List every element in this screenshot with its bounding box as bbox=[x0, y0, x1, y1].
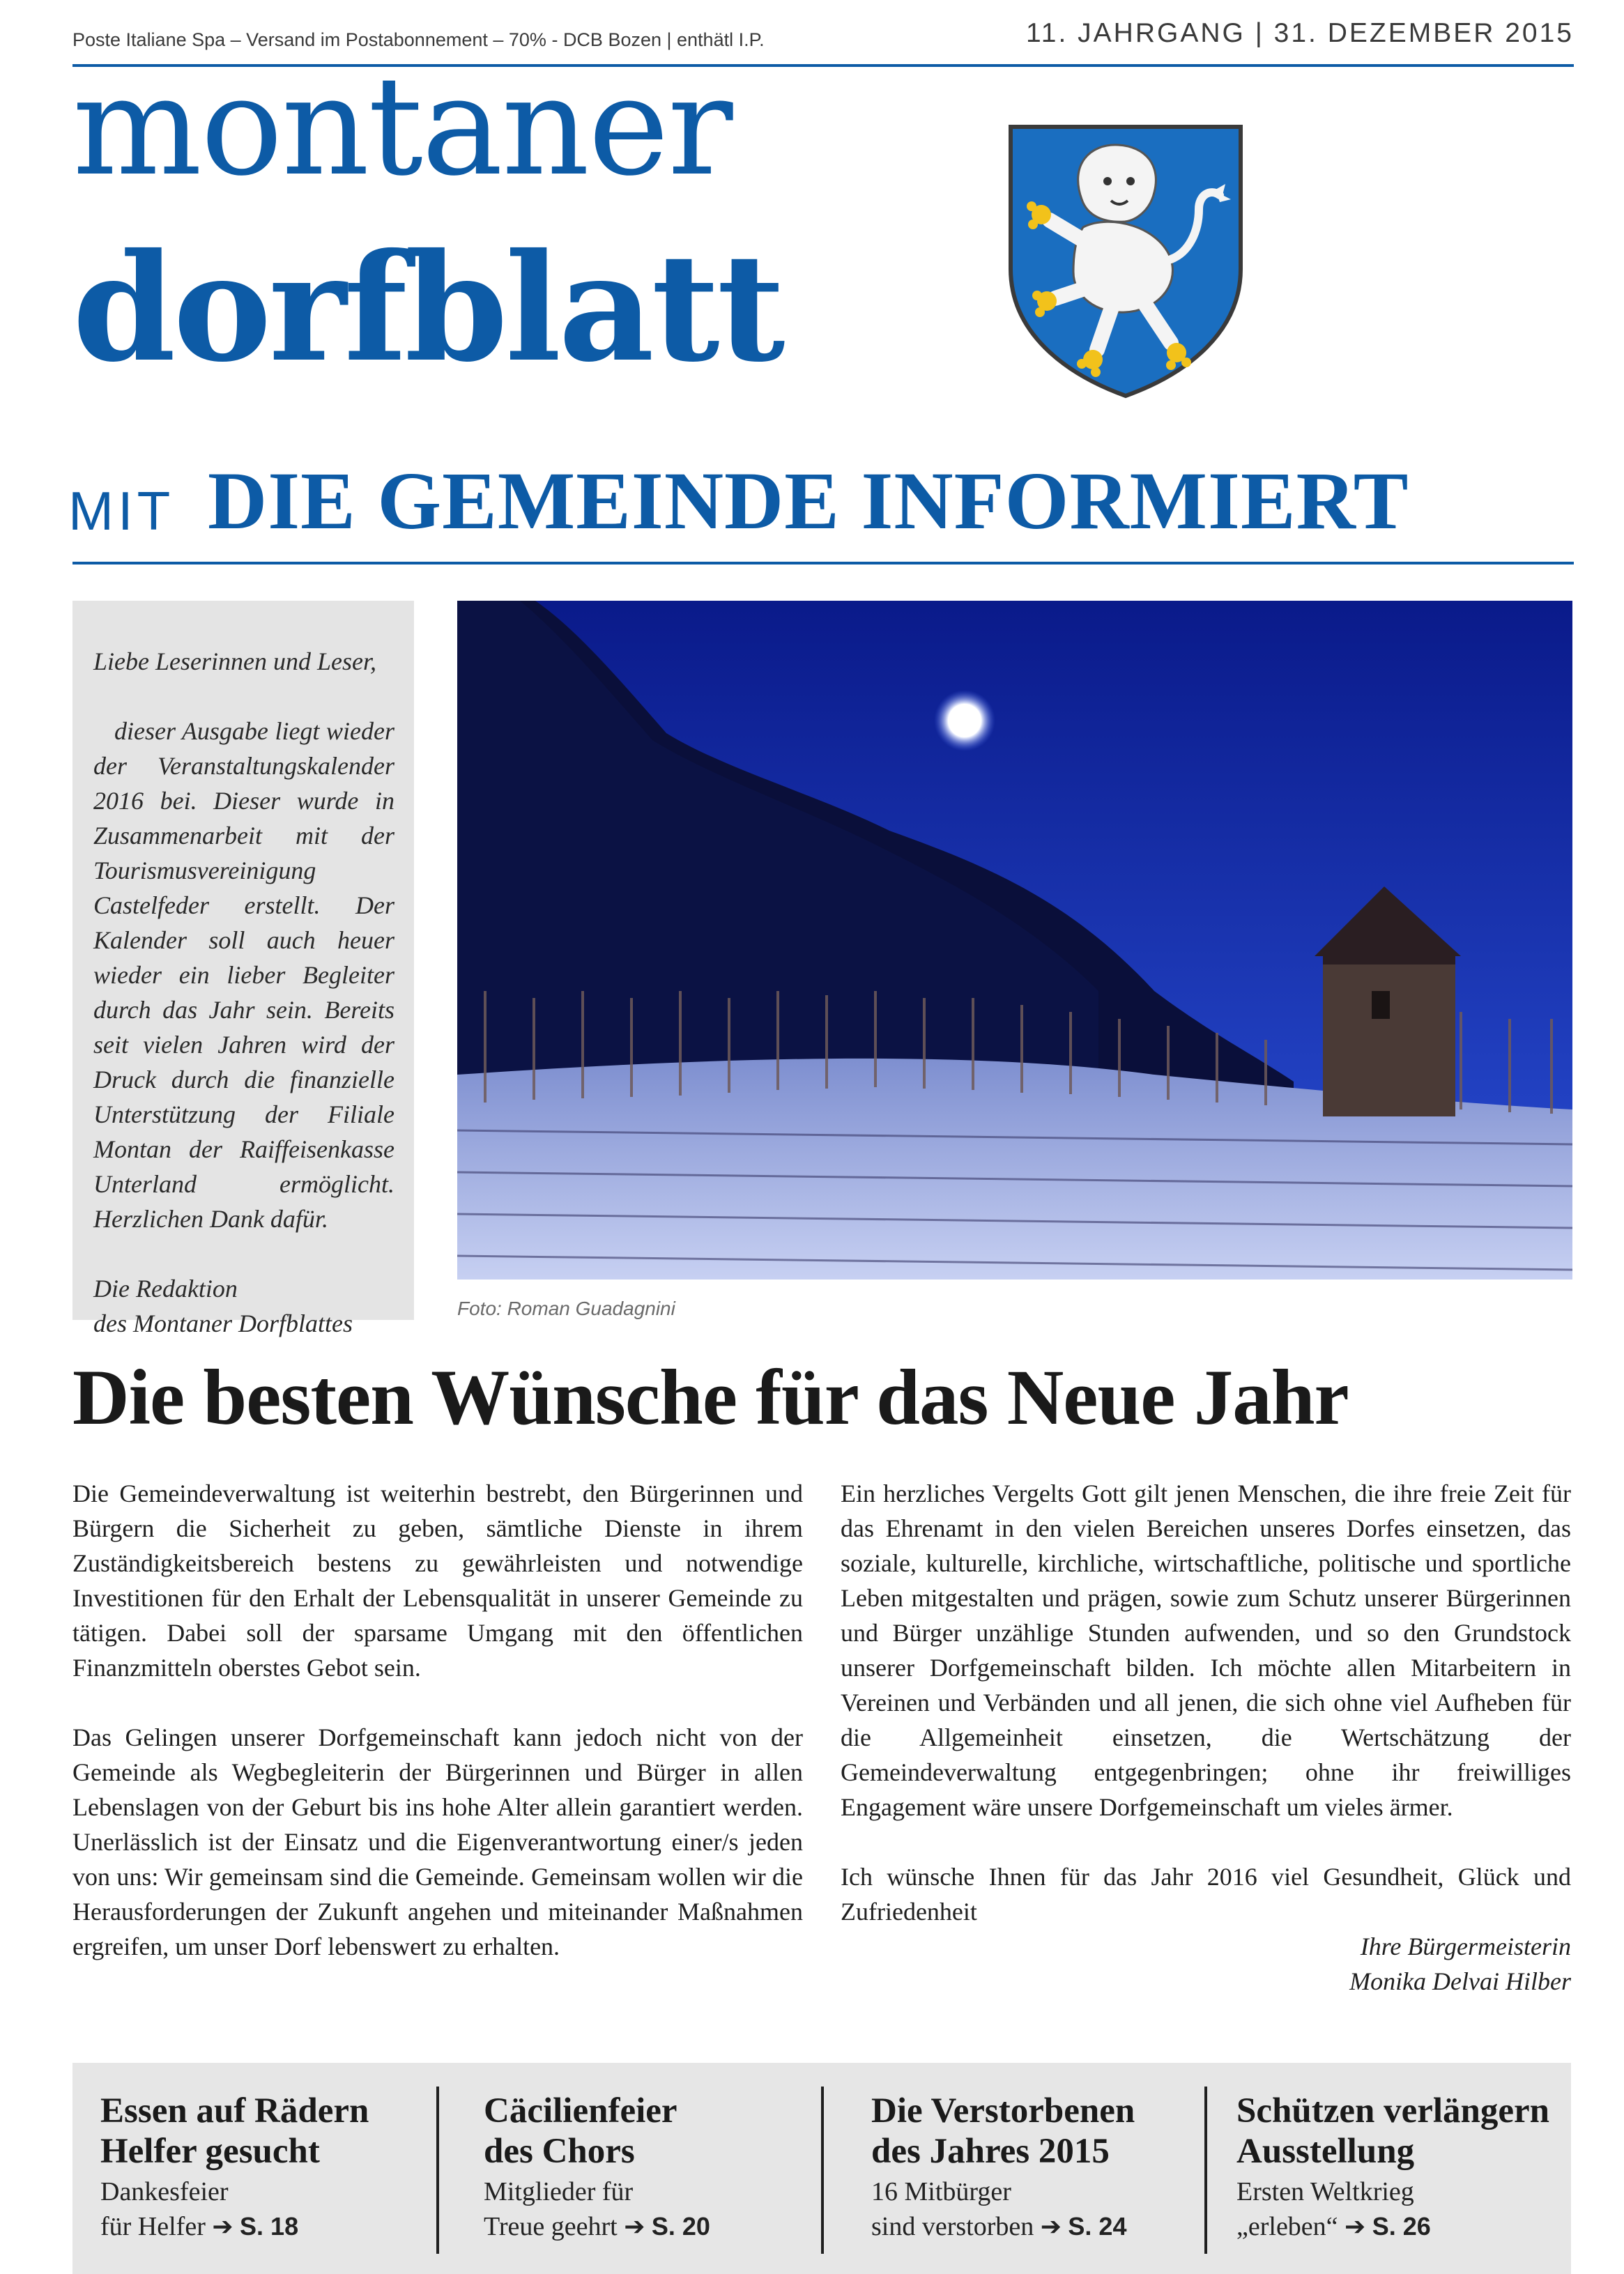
teaser-subtitle-text: Treue geehrt bbox=[484, 2212, 618, 2241]
article-column-left bbox=[72, 1476, 803, 1999]
teaser-item[interactable] bbox=[871, 2091, 1135, 2245]
teaser-subtitle bbox=[484, 2174, 710, 2245]
teaser-subtitle-line1: Mitglieder für bbox=[484, 2177, 634, 2206]
teaser-title-line1: Schützen verlängern bbox=[1236, 2091, 1550, 2130]
teaser-subtitle-line2 bbox=[871, 2209, 1135, 2245]
teaser-title-line1: Essen auf Rädern bbox=[100, 2091, 369, 2130]
teaser-subtitle-line2 bbox=[1236, 2209, 1549, 2245]
teaser-bar bbox=[72, 2063, 1571, 2274]
arrow-right-icon: ➔ bbox=[1040, 2213, 1062, 2241]
teaser-title-line1: Die Verstorbenen bbox=[871, 2091, 1135, 2130]
teaser-item[interactable] bbox=[1236, 2091, 1549, 2245]
teaser-title-line2: Ausstellung bbox=[1236, 2132, 1415, 2171]
lion-crest-icon bbox=[1006, 123, 1245, 399]
teaser-subtitle bbox=[871, 2174, 1135, 2245]
teaser-page-ref[interactable]: S. 20 bbox=[651, 2212, 710, 2241]
teaser-separator bbox=[821, 2087, 824, 2254]
editorial-signature-line2: des Montaner Dorfblattes bbox=[93, 1309, 353, 1337]
teaser-title-line1: Cäcilienfeier bbox=[484, 2091, 677, 2130]
article-signature-line1: Ihre Bürgermeisterin bbox=[1360, 1933, 1571, 1960]
teaser-subtitle-text: sind verstorben bbox=[871, 2212, 1034, 2241]
mit-label: MIT bbox=[68, 480, 175, 541]
dateline: 11. JAHRGANG | 31. DEZEMBER 2015 bbox=[1026, 18, 1574, 48]
teaser-item[interactable] bbox=[100, 2091, 369, 2245]
masthead-title-line2: dorfblatt bbox=[72, 221, 783, 394]
editorial-signature-line1: Die Redaktion bbox=[93, 1275, 238, 1303]
teaser-subtitle-line1: Ersten Weltkrieg bbox=[1236, 2177, 1414, 2206]
article-signature-line2: Monika Delvai Hilber bbox=[1349, 1967, 1571, 1995]
cover-photo bbox=[457, 601, 1572, 1280]
editorial-box bbox=[72, 601, 414, 1337]
arrow-right-icon: ➔ bbox=[212, 2213, 233, 2241]
article-paragraph: Das Gelingen unserer Dorfgemeinschaft kann jedoch nicht von der Gemeinde als Wegbegleiterin der Bürgerinnen und Bürger in allen Lebenslagen von der Geburt bis ins hohe Alter allein garantiert werden. Unerlässlich ist der Einsatz und die Eigenverantwortung einer/s jeden von uns: Wir gemeinsam sind die Gemeinde. Gemeinsam wollen wir die Herausforderungen der Zukunft angehen und miteinander Maßnahmen ergreifen, um unser Dorf lebenswert zu erhalten. bbox=[72, 1723, 803, 1960]
article-column-right bbox=[841, 1476, 1571, 1999]
photo-credit: Foto: Roman Guadagnini bbox=[457, 1298, 675, 1319]
teaser-separator bbox=[1204, 2087, 1207, 2254]
teaser-separator bbox=[436, 2087, 439, 2254]
article-headline: Die besten Wünsche für das Neue Jahr bbox=[72, 1354, 1349, 1441]
arrow-right-icon: ➔ bbox=[624, 2213, 645, 2241]
teaser-subtitle-line1: 16 Mitbürger bbox=[871, 2177, 1011, 2206]
middle-rule bbox=[72, 562, 1574, 564]
teaser-subtitle-line1: Dankesfeier bbox=[100, 2177, 229, 2206]
article-paragraph: Ein herzliches Vergelts Gott gilt jenen Menschen, die ihre freie Zeit für das Ehrenamt in den vielen Bereichen unseres Dorfes einsetzen, das soziale, kulturelle, kirchliche, wirtschaftliche, politische und sportliche Leben mitgestalten und prägen, sowie zum Schutz unserer Bürgerinnen und Bürger unzählige Stunden aufwenden, und so den Grundstock unserer Dorfgemeinschaft bilden. Ich möchte allen Mitarbeitern in Vereinen und Verbänden und all jenen, die sich ohne viel Aufheben für die Allgemeinheit einsetzen, die Wertschätzung der Gemeindeverwaltung entgegenbringen; ohne ihr freiwilliges Engagement wäre unsere Dorfgemeinschaft um vieles ärmer. bbox=[841, 1480, 1571, 1821]
teaser-subtitle-text: für Helfer bbox=[100, 2212, 206, 2241]
teaser-subtitle bbox=[1236, 2174, 1549, 2245]
teaser-page-ref[interactable]: S. 24 bbox=[1068, 2212, 1127, 2241]
editorial-body: dieser Ausgabe liegt wieder der Veranstaltungskalender 2016 bei. Dieser wurde in Zusammenarbeit mit der Tourismusvereinigung Castelfeder erstellt. Der Kalender soll auch heuer wieder ein lieber Begleiter durch das Jahr sein. Bereits seit vielen Jahren wird der Druck durch die finanzielle Unterstützung der Filiale Montan der Raiffeisenkasse Unterland ermöglicht. Herzlichen Dank dafür. bbox=[93, 717, 394, 1233]
teaser-subtitle-line2 bbox=[100, 2209, 369, 2245]
editorial-salutation: Liebe Leserinnen und Leser, bbox=[93, 647, 376, 675]
teaser-title-line2: des Chors bbox=[484, 2132, 635, 2171]
teaser-subtitle-text: „erleben“ bbox=[1236, 2212, 1338, 2241]
arrow-right-icon: ➔ bbox=[1345, 2213, 1366, 2241]
teaser-subtitle bbox=[100, 2174, 369, 2245]
masthead-title-line1: montaner bbox=[72, 47, 732, 206]
teaser-page-ref[interactable]: S. 26 bbox=[1372, 2212, 1431, 2241]
teaser-title-line2: Helfer gesucht bbox=[100, 2132, 320, 2171]
teaser-page-ref[interactable]: S. 18 bbox=[240, 2212, 299, 2241]
teaser-title-line2: des Jahres 2015 bbox=[871, 2132, 1110, 2171]
supplement-title: DIE GEMEINDE INFORMIERT bbox=[208, 455, 1409, 546]
teaser-subtitle-line2 bbox=[484, 2209, 710, 2245]
postal-line: Poste Italiane Spa – Versand im Postabonnement – 70% - DCB Bozen | enthätl I.P. bbox=[72, 29, 765, 50]
article-paragraph: Die Gemeindeverwaltung ist weiterhin bestrebt, den Bürgerinnen und Bürgern die Sicherheit zu geben, sämtliche Dienste in ihrem Zuständigkeitsbereich bestens zu gewährleisten und notwendige Investitionen für den Erhalt der Lebensqualität in unserer Gemeinde zu tätigen. Dabei soll der sparsame Umgang mit den öffentlichen Finanzmitteln oberstes Gebot sein. bbox=[72, 1480, 803, 1682]
teaser-item[interactable] bbox=[484, 2091, 710, 2245]
article-paragraph: Ich wünsche Ihnen für das Jahr 2016 viel Gesundheit, Glück und Zufriedenheit bbox=[841, 1863, 1571, 1926]
